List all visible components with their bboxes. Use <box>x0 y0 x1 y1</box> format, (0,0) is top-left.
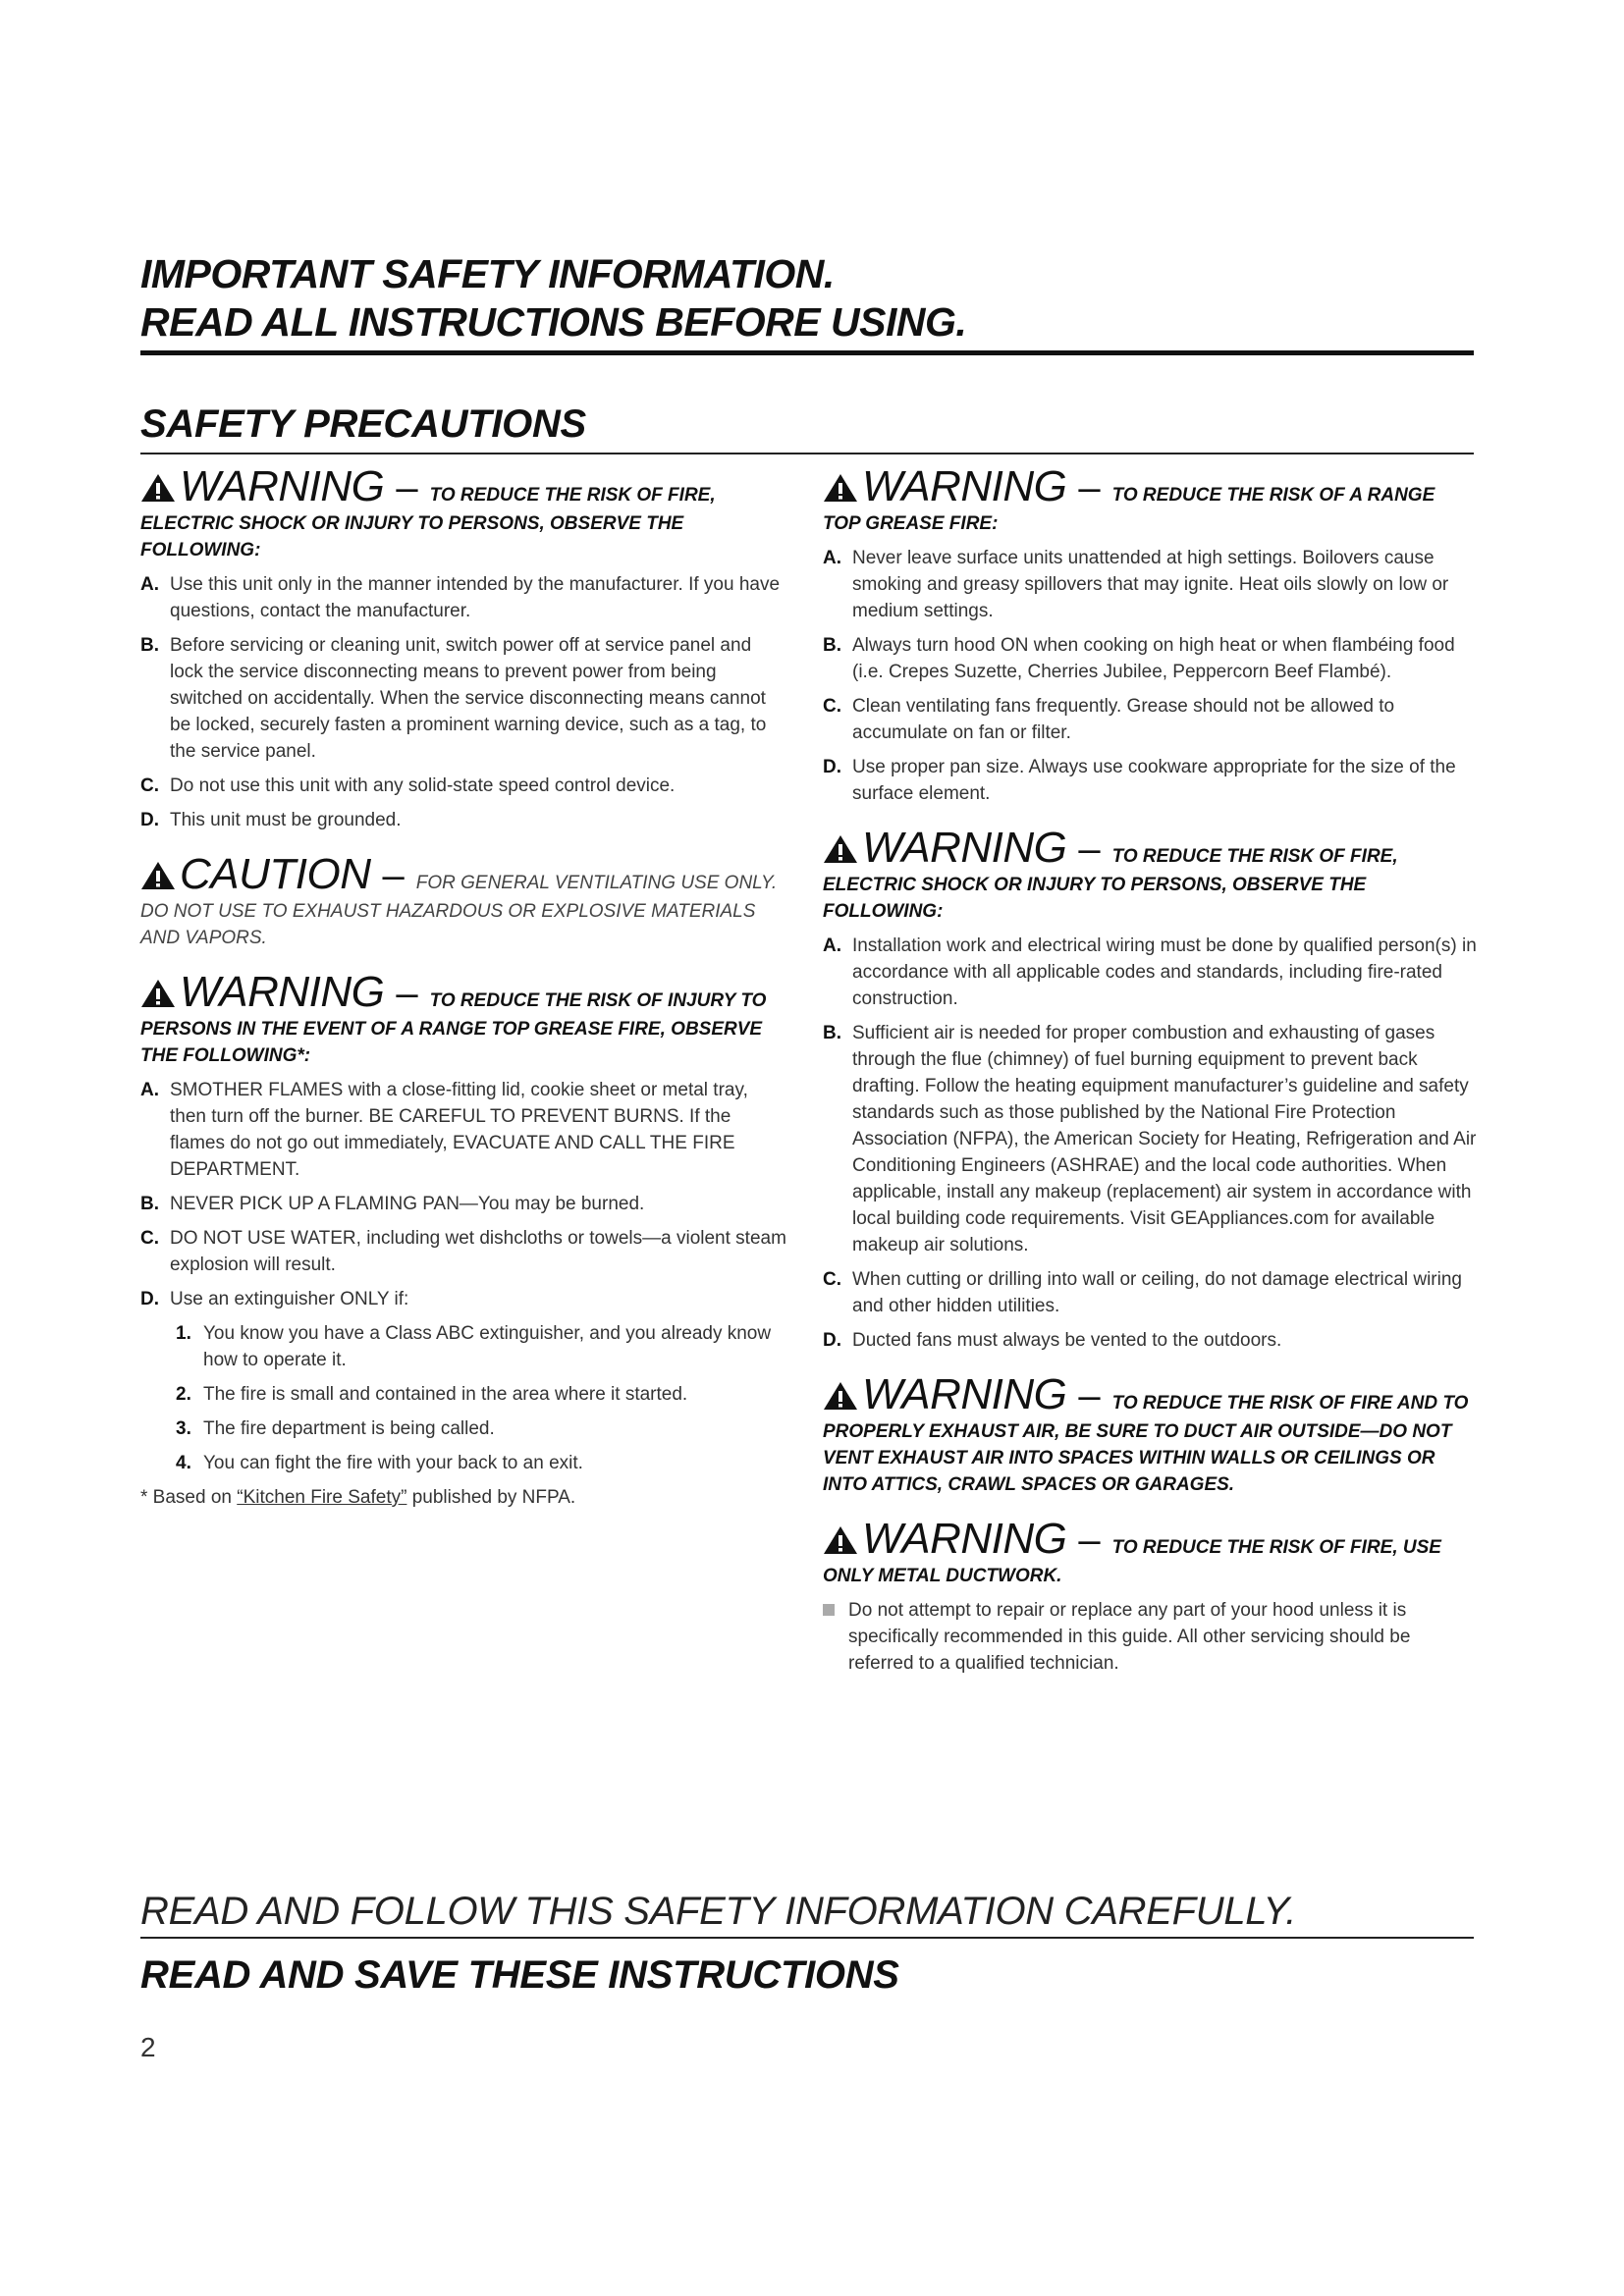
warning-inline: TO REDUCE THE RISK OF INJURY TO <box>429 990 767 1011</box>
footer-line-2: READ AND SAVE THESE INSTRUCTIONS <box>140 1953 899 1997</box>
warning-rest: ONLY METAL DUCTWORK. <box>823 1566 1062 1586</box>
warning-inline: TO REDUCE THE RISK OF FIRE, USE <box>1111 1537 1441 1558</box>
list-item: B. Always turn hood ON when cooking on high heat or when flambéing food (i.e. Crepes Suzette, Cherries Jubilee, Peppercorn Beef Flambé). <box>823 635 1455 682</box>
list-item: Do not attempt to repair or replace any part of your hood unless it is specifically recommended in this guide. All other servicing should be referred to a qualified technician. <box>823 1597 1481 1677</box>
warning-block-grease-fire-injury: WARNING – TO REDUCE THE RISK OF INJURY TO PERSONS IN THE EVENT OF A RANGE TOP GREASE FIRE, OBSERVE THE FOLLOWING*: A. SMOTHER FLAMES with a close-fitting lid, cookie sheet or metal tray, then turn off the burner. BE CAREFUL TO PREVENT BURNS. If the flames do not go out immediately, EVACUATE AND CALL THE FIRE DEPARTMENT. B. NEVER PICK UP A FLAMING PAN—You may be burned. C. DO NOT USE WATER, including wet dishcloths or towels—a violent steam explosion will result. D. Use an extinguisher ONLY if: 1. You know you have a Class ABC extinguisher, and you already know how to operate it. 2. The fire is small and contained in the area where it started. 3. The fire department is being called. 4. You can fight the fire with your back to an exit. * Based on “Kitchen Fire Safety” published by NFPA. <box>140 969 788 1511</box>
sub-list-item: 4. You can fight the fire with your back to an exit. <box>176 1453 583 1473</box>
header-rule <box>140 350 1474 355</box>
warning-triangle-icon <box>140 979 176 1008</box>
warning-triangle-icon <box>823 473 858 503</box>
warning-word: WARNING <box>862 1370 1067 1418</box>
list-item: D. Ducted fans must always be vented to the outdoors. <box>823 1330 1282 1351</box>
footer-rule <box>140 1937 1474 1939</box>
caution-block: CAUTION – FOR GENERAL VENTILATING USE ONLY. DO NOT USE TO EXHAUST HAZARDOUS OR EXPLOSIVE MATERIALS AND VAPORS. <box>140 851 788 951</box>
warning-block-grease-fire: WARNING – TO REDUCE THE RISK OF A RANGE TOP GREASE FIRE: A. Never leave surface units unattended at high settings. Boilovers cause smoking and greasy spillovers that may ignite. Heat oils slowly on low or medium settings. B. Always turn hood ON when cooking on high heat or when flambéing food (i.e. Crepes Suzette, Cherries Jubilee, Peppercorn Beef Flambé). C. Clean ventilating fans frequently. Grease should not be allowed to accumulate on fan or filter. D. Use proper pan size. Always use cookware appropriate for the size of the surface element. <box>823 463 1481 807</box>
sub-list <box>176 1320 788 1476</box>
list-item: D. Use an extinguisher ONLY if: <box>140 1289 409 1309</box>
caution-rest: DO NOT USE TO EXHAUST HAZARDOUS OR EXPLOSIVE MATERIALS AND VAPORS. <box>140 901 756 948</box>
warning-triangle-icon <box>140 473 176 503</box>
warning-word: WARNING <box>180 462 385 510</box>
list-item: B. Before servicing or cleaning unit, switch power off at service panel and lock the service disconnecting means to prevent power from being switched on accidentally. When the service disconnecting means cannot be locked, securely fasten a prominent warning device, such as a tag, to the service panel. <box>140 635 767 762</box>
warning-block-fire-shock-install: WARNING – TO REDUCE THE RISK OF FIRE, ELECTRIC SHOCK OR INJURY TO PERSONS, OBSERVE THE FOLLOWING: A. Installation work and electrical wiring must be done by qualified person(s) in accordance with all applicable codes and standards, including fire-rated construction. B. Sufficient air is needed for proper combustion and exhausting of gases through the flue (chimney) of fuel burning equipment to prevent back drafting. Follow the heating equipment manufacturer’s guideline and safety standards such as those published by the National Fire Protection Association (NFPA), the American Society for Heating, Refrigeration and Air Conditioning Engineers (ASHRAE) and the local code authorities. When applicable, install any makeup (replacement) air system in accordance with local building code requirements. Visit GEAppliances.com for available makeup air solutions. C. When cutting or drilling into wall or ceiling, do not damage electrical wiring and other hidden utilities. D. Ducted fans must always be vented to the outdoors. <box>823 825 1481 1354</box>
warning-inline: TO REDUCE THE RISK OF FIRE AND TO <box>1111 1393 1469 1414</box>
header-line-2: READ ALL INSTRUCTIONS BEFORE USING. <box>140 299 967 345</box>
list-item: C. Do not use this unit with any solid-state speed control device. <box>140 775 676 796</box>
page-number: 2 <box>140 2032 156 2062</box>
list-item: C. Clean ventilating fans frequently. Grease should not be allowed to accumulate on fan or filter. <box>823 696 1395 743</box>
footnote: * Based on “Kitchen Fire Safety” published by NFPA. <box>140 1487 576 1508</box>
warning-triangle-icon <box>823 834 858 864</box>
warning-block-duct-outside: WARNING – TO REDUCE THE RISK OF FIRE AND TO PROPERLY EXHAUST AIR, BE SURE TO DUCT AIR OUTSIDE—DO NOT VENT EXHAUST AIR INTO SPACES WITHIN WALLS OR CEILINGS OR INTO ATTICS, CRAWL SPACES OR GARAGES. <box>823 1371 1481 1498</box>
warning-rest: PROPERLY EXHAUST AIR, BE SURE TO DUCT AIR OUTSIDE—DO NOT VENT EXHAUST AIR INTO SPACES WITHIN WALLS OR CEILINGS OR INTO ATTICS, CRAWL SPACES OR GARAGES. <box>823 1421 1452 1495</box>
sub-list-item: 1. You know you have a Class ABC extinguisher, and you already know how to operate it. <box>176 1323 772 1370</box>
list-item: D. This unit must be grounded. <box>140 810 402 830</box>
list-item: A. Never leave surface units unattended at high settings. Boilovers cause smoking and greasy spillovers that may ignite. Heat oils slowly on low or medium settings. <box>823 548 1449 621</box>
warning-rest: ELECTRIC SHOCK OR INJURY TO PERSONS, OBSERVE THE FOLLOWING: <box>140 513 684 561</box>
section-rule <box>140 453 1474 454</box>
section-title: SAFETY PRECAUTIONS <box>140 402 586 446</box>
warning-triangle-icon <box>823 1381 858 1411</box>
warning-block-metal-ductwork: WARNING – TO REDUCE THE RISK OF FIRE, USE ONLY METAL DUCTWORK. Do not attempt to repair or replace any part of your hood unless it is specifically recommended in this guide. All other servicing should be referred to a qualified technician. <box>823 1516 1481 1677</box>
sub-list-item: 2. The fire is small and contained in the area where it started. <box>176 1384 688 1405</box>
sub-list-item: 3. The fire department is being called. <box>176 1418 495 1439</box>
warning-triangle-icon <box>823 1525 858 1555</box>
warning-word: WARNING <box>862 1515 1067 1563</box>
warning-inline: TO REDUCE THE RISK OF A RANGE <box>1111 485 1435 506</box>
warning-rest: ELECTRIC SHOCK OR INJURY TO PERSONS, OBSERVE THE FOLLOWING: <box>823 875 1367 922</box>
warning-rest: TOP GREASE FIRE: <box>823 513 999 534</box>
footnote-link[interactable]: “Kitchen Fire Safety” <box>237 1487 407 1508</box>
square-bullet-icon <box>823 1597 848 1677</box>
warning-inline: TO REDUCE THE RISK OF FIRE, <box>1111 846 1398 867</box>
list-item: B. NEVER PICK UP A FLAMING PAN—You may be burned. <box>140 1194 645 1214</box>
left-column <box>140 463 788 1528</box>
caution-inline: FOR GENERAL VENTILATING USE ONLY. <box>415 873 778 893</box>
page-header <box>140 250 1474 347</box>
list-item: B. Sufficient air is needed for proper combustion and exhausting of gases through the flue (chimney) of fuel burning equipment to prevent back drafting. Follow the heating equipment manufacturer’s guideline and safety standards such as those published by the National Fire Protection Association (NFPA), the American Society for Heating, Refrigeration and Air Conditioning Engineers (ASHRAE) and the local code authorities. When applicable, install any makeup (replacement) air system in accordance with local building code requirements. Visit GEAppliances.com for available makeup air solutions. <box>823 1023 1477 1255</box>
warning-block-fire-shock: WARNING – TO REDUCE THE RISK OF FIRE, ELECTRIC SHOCK OR INJURY TO PERSONS, OBSERVE THE FOLLOWING: A. Use this unit only in the manner intended by the manufacturer. If you have questions, contact the manufacturer. B. Before servicing or cleaning unit, switch power off at service panel and lock the service disconnecting means to prevent power from being switched on accidentally. When the service disconnecting means cannot be locked, securely fasten a prominent warning device, such as a tag, to the service panel. C. Do not use this unit with any solid-state speed control device. D. This unit must be grounded. <box>140 463 788 833</box>
right-column <box>823 463 1481 1694</box>
list-item: C. DO NOT USE WATER, including wet dishcloths or towels—a violent steam explosion will result. <box>140 1228 786 1275</box>
header-line-1: IMPORTANT SAFETY INFORMATION. <box>140 251 835 296</box>
list-item: A. Use this unit only in the manner intended by the manufacturer. If you have questions, contact the manufacturer. <box>140 574 781 621</box>
warning-word: WARNING <box>862 824 1067 872</box>
warning-triangle-icon <box>140 861 176 890</box>
warning-word: WARNING <box>862 462 1067 510</box>
list-item: A. Installation work and electrical wiring must be done by qualified person(s) in accordance with all applicable codes and standards, including fire-rated construction. <box>823 935 1477 1009</box>
caution-word: CAUTION <box>180 850 371 898</box>
warning-inline: TO REDUCE THE RISK OF FIRE, <box>429 485 716 506</box>
list-item: D. Use proper pan size. Always use cookware appropriate for the size of the surface element. <box>823 757 1456 804</box>
footer-line-1: READ AND FOLLOW THIS SAFETY INFORMATION CAREFULLY. <box>140 1890 1297 1933</box>
warning-rest: PERSONS IN THE EVENT OF A RANGE TOP GREASE FIRE, OBSERVE THE FOLLOWING*: <box>140 1019 763 1066</box>
warning-word: WARNING <box>180 968 385 1016</box>
list-item: A. SMOTHER FLAMES with a close-fitting lid, cookie sheet or metal tray, then turn off the burner. BE CAREFUL TO PREVENT BURNS. If the flames do not go out immediately, EVACUATE AND CALL THE FIRE DEPARTMENT. <box>140 1080 748 1180</box>
list-item: C. When cutting or drilling into wall or ceiling, do not damage electrical wiring and other hidden utilities. <box>823 1269 1462 1316</box>
